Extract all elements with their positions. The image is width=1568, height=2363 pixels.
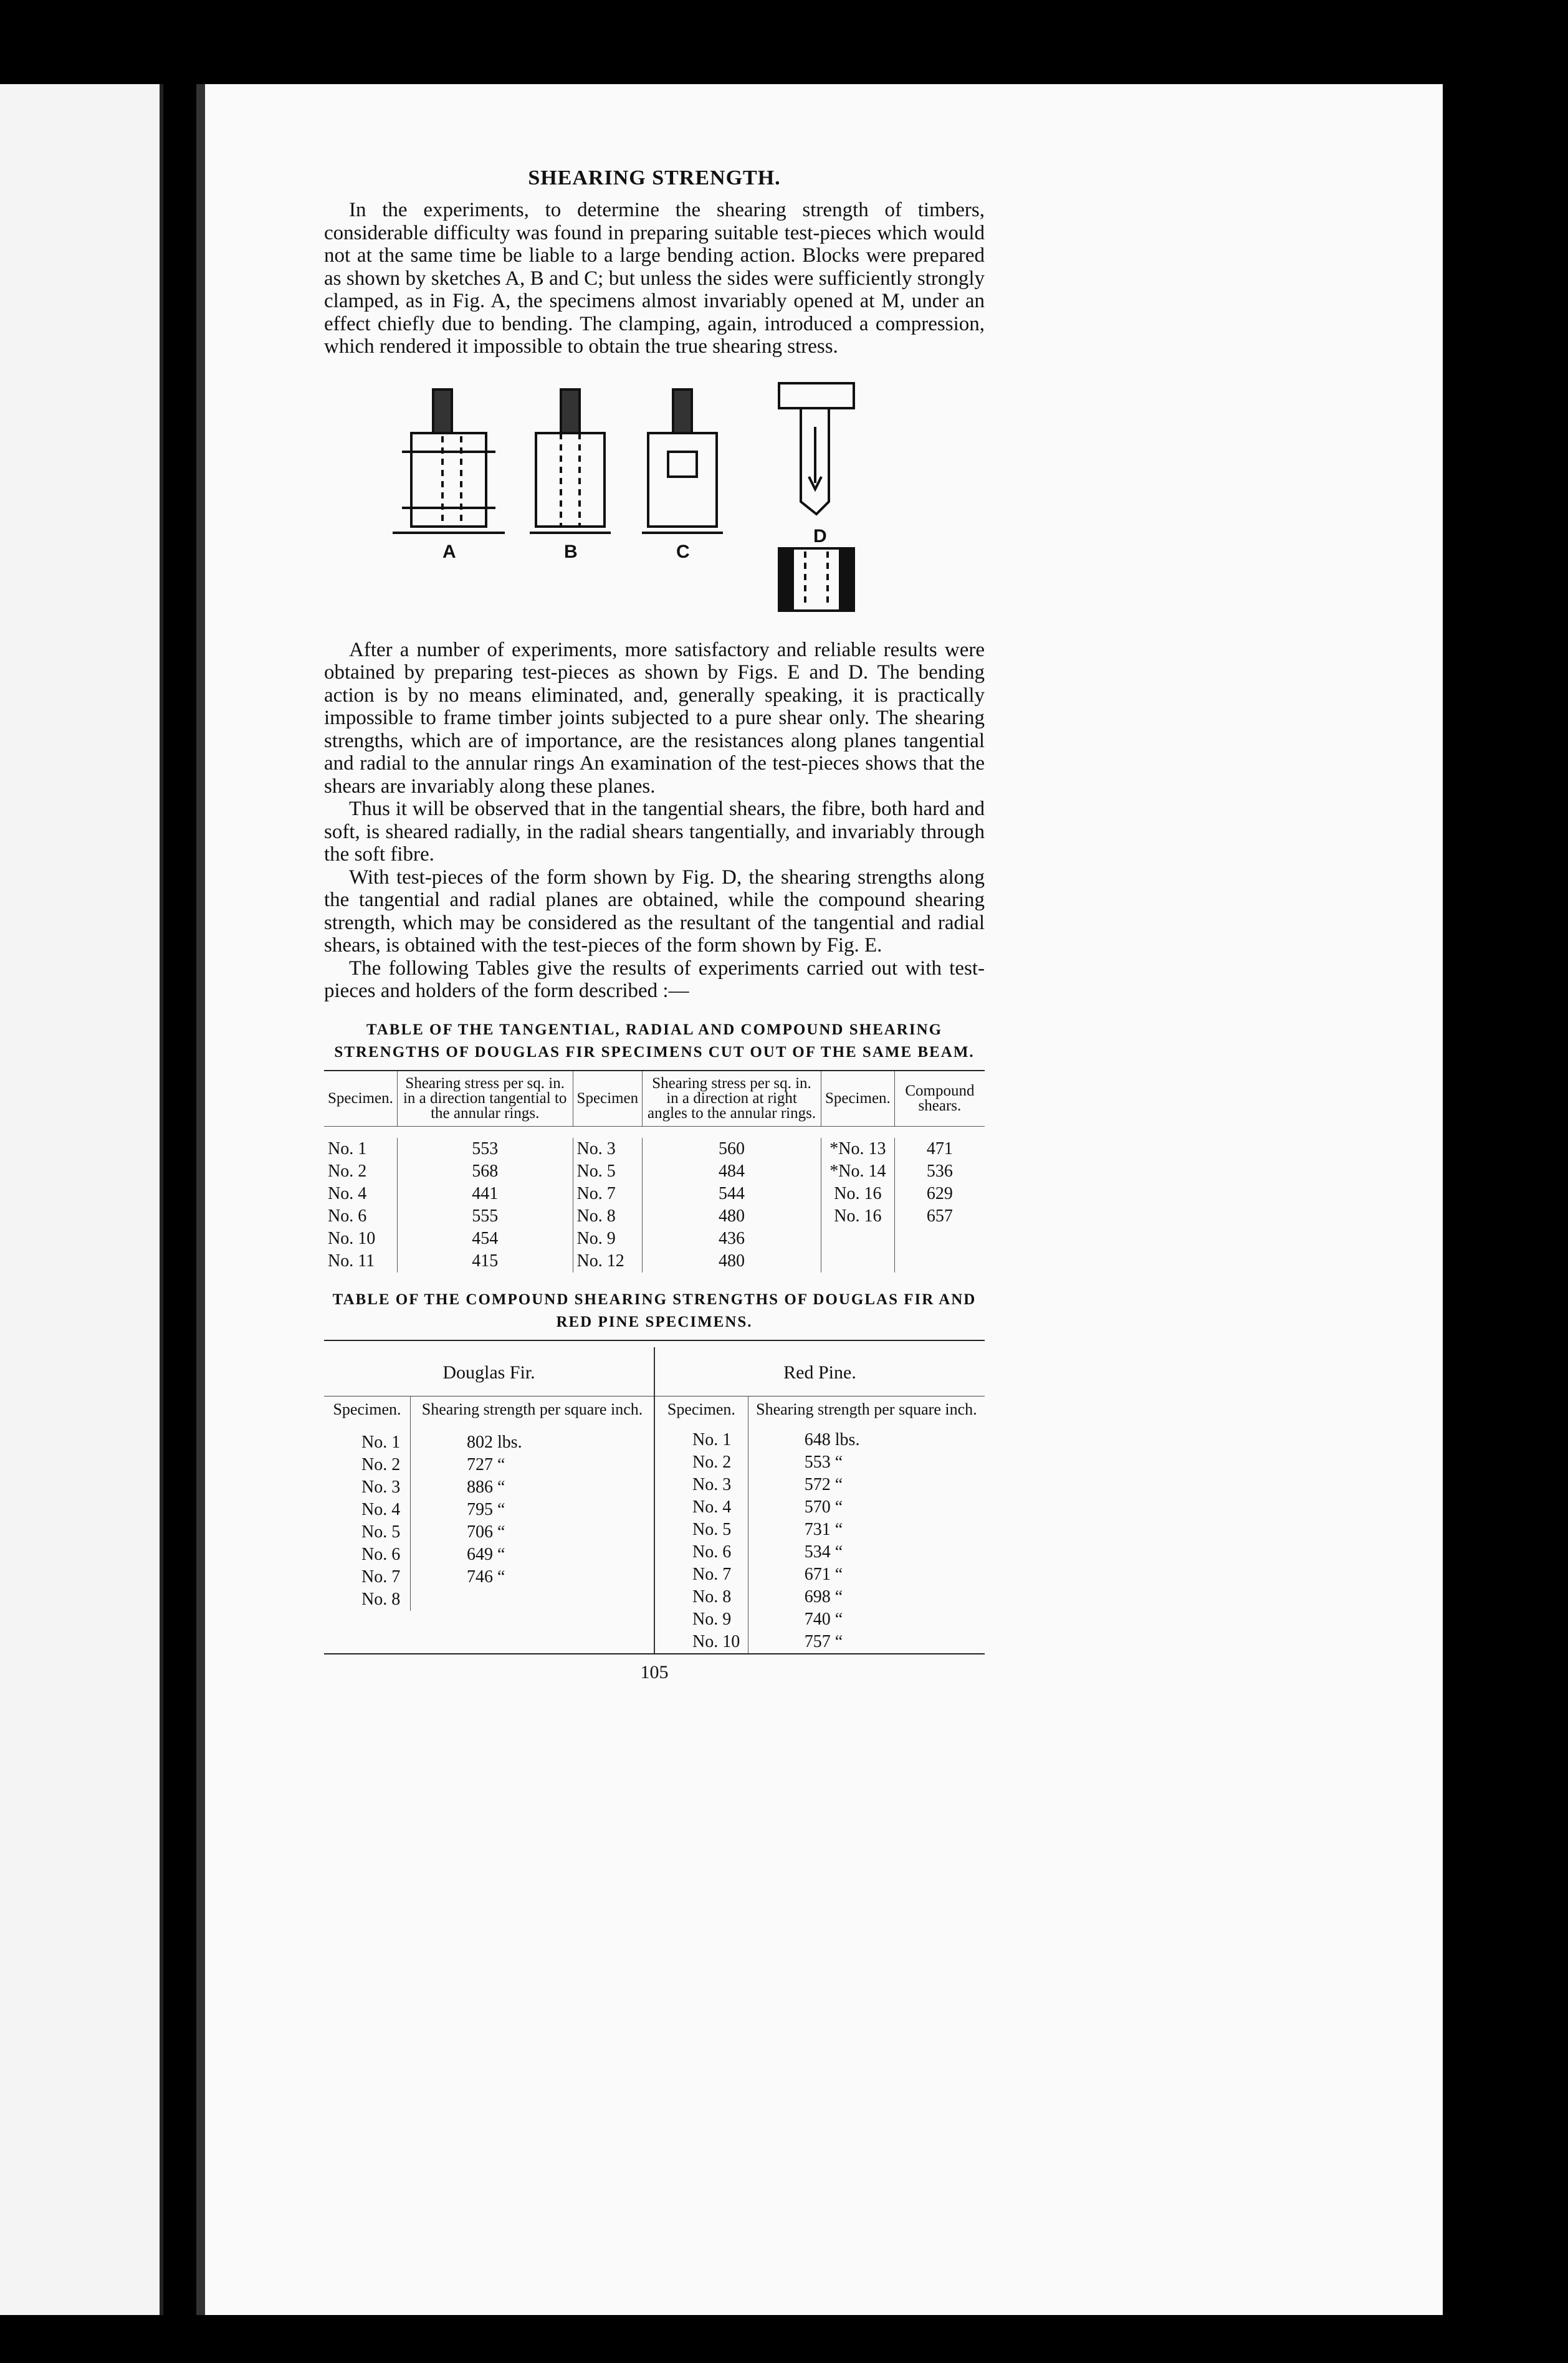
table-cell: 568: [397, 1160, 573, 1183]
table-row: [655, 1474, 985, 1496]
table2-top-rule: [324, 1340, 985, 1341]
table-cell: No. 8: [573, 1205, 643, 1228]
table1-caption: TABLE OF THE TANGENTIAL, RADIAL AND COMPOUND SHEARING STRENGTHS OF DOUGLAS FIR SPECIMENS CUT OUT OF THE SAME BEAM.: [334, 1021, 975, 1061]
table-cell: 629: [926, 1183, 953, 1203]
table-cell: No. 5: [324, 1521, 410, 1544]
figure-label-a: A: [442, 541, 456, 562]
body-paragraph-2: Thus it will be observed that in the tangential shears, the fibre, both hard and soft, is sheared radially, in the radial shears tangentially, and invariably through the soft fibre.: [324, 798, 985, 866]
table-cell: 649 “: [466, 1544, 505, 1564]
table-cell: No. 2: [324, 1160, 397, 1183]
douglas-fir-column: [324, 1347, 655, 1653]
table-cell: No. 4: [655, 1496, 748, 1519]
page-number: 105: [640, 1661, 669, 1683]
test-piece-figures: [380, 377, 929, 614]
table-row: [655, 1631, 985, 1653]
table-row: [324, 1183, 985, 1205]
figure-label-b: B: [564, 541, 578, 562]
table-cell: 657: [926, 1206, 953, 1226]
table-cell: 553 “: [804, 1452, 843, 1472]
table1-header: Shearing stress per sq. in. in a direction tangential to the annular rings.: [397, 1071, 573, 1127]
table2-caption: TABLE OF THE COMPOUND SHEARING STRENGTHS OF DOUGLAS FIR AND RED PINE SPECIMENS.: [332, 1291, 977, 1330]
table-row: [324, 1521, 654, 1544]
table-cell: 480: [643, 1250, 821, 1272]
table1-header: Specimen: [573, 1071, 643, 1127]
table-cell: 886 “: [466, 1477, 505, 1497]
table-row: [655, 1608, 985, 1631]
shear-strength-table: [324, 1071, 985, 1272]
table-row: [655, 1451, 985, 1474]
table-row: [655, 1496, 985, 1519]
douglas-col-strength: Shearing strength per square inch.: [410, 1396, 654, 1423]
table-cell: 727 “: [466, 1454, 505, 1474]
table-cell: 471: [926, 1139, 953, 1158]
table1-header: Compound shears.: [894, 1071, 985, 1127]
table-cell: No. 11: [324, 1250, 397, 1272]
table-row: [324, 1250, 985, 1272]
table-cell: 555: [397, 1205, 573, 1228]
compound-shear-table: [324, 1347, 985, 1653]
table-cell: 536: [926, 1161, 953, 1181]
redpine-col-specimen: Specimen.: [655, 1396, 748, 1423]
table-cell: No. 7: [573, 1183, 643, 1205]
table1-header: Specimen.: [821, 1071, 894, 1127]
adjacent-page: [0, 84, 163, 2315]
table-row: [324, 1228, 985, 1250]
body-paragraph-1: After a number of experiments, more satisfactory and reliable results were obtained by preparing test-pieces as shown by Figs. E and D. The bending action is by no means eliminated, and, generally speaking, it is practically impossible to frame timber joints subjected to a pure shear only. The shearing strengths, which are of importance, are the resistances along planes tangential and radial to the annular rings An examination of the test-pieces shows that the shears are invariably along these planes.: [324, 638, 985, 798]
table-cell: No. 12: [573, 1250, 643, 1272]
table-cell: [894, 1250, 985, 1272]
table-cell: No. 9: [573, 1228, 643, 1250]
table-cell: 757 “: [804, 1631, 843, 1651]
intro-paragraph: In the experiments, to determine the shearing strength of timbers, considerable difficulty was found in preparing suitable test-pieces which would not at the same time be liable to a large bending action. Blocks were prepared as shown by sketches A, B and C; but unless the sides were sufficiently strongly clamped, as in Fig. A, the specimens almost invariably opened at M, under an effect chiefly due to bending. The clamping, again, introduced a compression, which rendered it impossible to obtain the true shearing stress.: [324, 199, 985, 358]
table-cell: No. 8: [655, 1586, 748, 1608]
table-cell: No. 6: [655, 1541, 748, 1563]
table-cell: 441: [397, 1183, 573, 1205]
body-paragraph-4: The following Tables give the results of experiments carried out with test-pieces and holders of the form described :—: [324, 957, 985, 1002]
table-cell: No. 3: [324, 1476, 410, 1499]
table-cell: 802 lbs.: [466, 1432, 522, 1452]
table-cell: 415: [397, 1250, 573, 1272]
table-cell: No. 16: [821, 1183, 894, 1205]
table-cell: No. 2: [655, 1451, 748, 1474]
table-cell: No. 7: [324, 1566, 410, 1588]
table-row: [324, 1138, 985, 1160]
table-cell: 746 “: [466, 1567, 505, 1587]
table-cell: 648 lbs.: [804, 1430, 860, 1449]
table-row: [324, 1588, 654, 1611]
red-pine-column: [655, 1347, 985, 1653]
table-cell: 553: [397, 1138, 573, 1160]
table-cell: No. 6: [324, 1205, 397, 1228]
table-row: [655, 1429, 985, 1451]
page-gutter-shadow: [196, 84, 205, 2315]
table-cell: 454: [397, 1228, 573, 1250]
test-piece-sketches: [380, 377, 929, 614]
table-cell: [821, 1250, 894, 1272]
table-cell: No. 3: [573, 1138, 643, 1160]
page-content: [324, 166, 985, 1683]
page-title: SHEARING STRENGTH.: [528, 166, 781, 189]
table-cell: 436: [643, 1228, 821, 1250]
table-cell: 534 “: [804, 1542, 843, 1562]
table-cell: 572 “: [804, 1474, 843, 1494]
red-pine-table: [655, 1396, 985, 1653]
figure-label-d: D: [813, 525, 827, 547]
table-cell: No. 8: [324, 1588, 410, 1611]
redpine-col-strength: Shearing strength per square inch.: [748, 1396, 985, 1423]
douglas-col-specimen: Specimen.: [324, 1396, 410, 1423]
table2-bottom-rule: [324, 1653, 985, 1654]
table-cell: No. 1: [655, 1429, 748, 1451]
douglas-fir-heading: Douglas Fir.: [442, 1362, 535, 1383]
table-row: [655, 1541, 985, 1563]
table-row: [324, 1454, 654, 1476]
table-cell: No. 5: [573, 1160, 643, 1183]
douglas-fir-table: [324, 1396, 654, 1611]
table-cell: 480: [643, 1205, 821, 1228]
table1-header: Specimen.: [324, 1071, 397, 1127]
table-cell: No. 3: [655, 1474, 748, 1496]
table-row: [655, 1519, 985, 1541]
table-row: [655, 1563, 985, 1586]
body-paragraph-3: With test-pieces of the form shown by Fig. D, the shearing strengths along the tangential and radial planes are obtained, while the compound shearing strength, which may be considered as the resultant of the tangential and radial shears, is obtained with the test-pieces of the form shown by Fig. E.: [324, 866, 985, 957]
table-cell: No. 9: [655, 1608, 748, 1631]
page-edge: [160, 84, 163, 2315]
table-cell: No. 2: [324, 1454, 410, 1476]
table-cell: No. 6: [324, 1544, 410, 1566]
table-cell: [821, 1228, 894, 1250]
table-cell: 795 “: [466, 1499, 505, 1519]
table-cell: No. 7: [655, 1563, 748, 1586]
table1-header: Shearing stress per sq. in. in a direction at right angles to the annular rings.: [643, 1071, 821, 1127]
table-row: [324, 1205, 985, 1228]
table-cell: No. 10: [655, 1631, 748, 1653]
table-cell: No. 16: [821, 1205, 894, 1228]
table-cell: No. 4: [324, 1183, 397, 1205]
table-cell: [894, 1228, 985, 1250]
table-cell: [410, 1588, 654, 1611]
table-cell: *No. 14: [821, 1160, 894, 1183]
table-row: [324, 1544, 654, 1566]
table-cell: No. 1: [324, 1431, 410, 1454]
table-cell: 706 “: [466, 1522, 505, 1542]
table-cell: 560: [643, 1138, 821, 1160]
table-cell: 740 “: [804, 1609, 843, 1629]
table-cell: No. 10: [324, 1228, 397, 1250]
table-cell: 671 “: [804, 1564, 843, 1584]
table-row: [324, 1431, 654, 1454]
table-row: [324, 1160, 985, 1183]
table-cell: No. 5: [655, 1519, 748, 1541]
table-row: [655, 1586, 985, 1608]
table-cell: *No. 13: [821, 1138, 894, 1160]
table-cell: No. 4: [324, 1499, 410, 1521]
table-cell: 698 “: [804, 1587, 843, 1606]
table-cell: No. 1: [324, 1138, 397, 1160]
table-row: [324, 1499, 654, 1521]
table-cell: 731 “: [804, 1519, 843, 1539]
table-cell: 544: [643, 1183, 821, 1205]
table-cell: 484: [643, 1160, 821, 1183]
table-cell: 570 “: [804, 1497, 843, 1517]
table-row: [324, 1566, 654, 1588]
red-pine-heading: Red Pine.: [783, 1362, 856, 1383]
table-row: [324, 1476, 654, 1499]
figure-label-c: C: [676, 541, 690, 562]
